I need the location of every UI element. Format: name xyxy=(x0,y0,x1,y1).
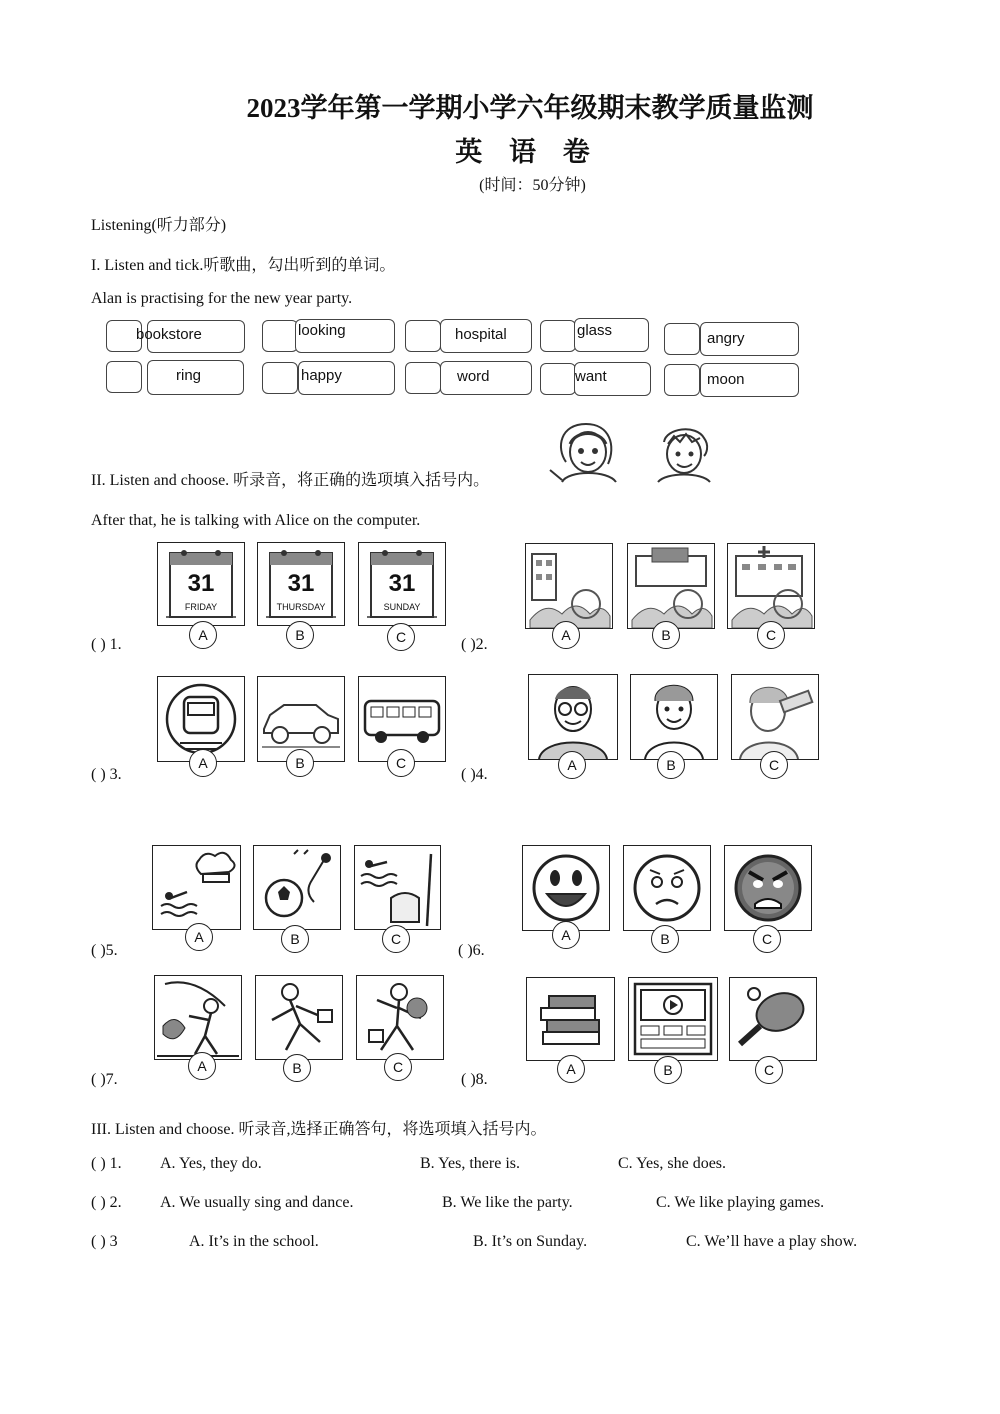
swim-hike-picture xyxy=(354,845,441,930)
computer-video-picture xyxy=(628,977,718,1061)
option-b: B. It’s on Sunday. xyxy=(473,1233,588,1250)
question-label: ( )7. xyxy=(91,1071,118,1088)
building-picture xyxy=(627,543,715,629)
ping-pong-picture xyxy=(729,977,817,1061)
section1-heading: I. Listen and tick.听歌曲，勾出听到的单词。 xyxy=(91,257,396,274)
option-circle: B xyxy=(281,925,309,953)
word-box xyxy=(298,361,395,395)
option-circle: A xyxy=(558,751,586,779)
building-picture xyxy=(525,543,613,629)
hurrying-picture xyxy=(356,975,444,1060)
word-box xyxy=(700,363,799,397)
answer-bracket: ( ) 1. xyxy=(91,1155,122,1172)
question-label: ( ) 1. xyxy=(91,636,122,653)
option-circle: C xyxy=(384,1053,412,1081)
option-circle: C xyxy=(387,749,415,777)
tick-box[interactable] xyxy=(540,363,576,395)
option-circle: A xyxy=(189,749,217,777)
person-boy-picture xyxy=(630,674,718,760)
tick-box[interactable] xyxy=(664,323,700,355)
option-circle: B xyxy=(651,925,679,953)
word-label: ring xyxy=(176,367,202,384)
listening-label: Listening(听力部分) xyxy=(91,217,227,234)
football-music-picture xyxy=(253,845,341,930)
option-circle: C xyxy=(387,623,415,651)
word-box xyxy=(147,360,244,395)
calendar-day: FRIDAY xyxy=(184,602,218,612)
page-subtitle: 英 语 卷 xyxy=(455,137,600,167)
option-circle: B xyxy=(652,621,680,649)
swim-cook-picture xyxy=(152,845,241,930)
section3-heading: III. Listen and choose. 听录音,选择正确答句，将选项填入括号内。 xyxy=(91,1121,547,1138)
happy-face-picture xyxy=(522,845,610,931)
tick-box[interactable] xyxy=(405,362,441,394)
word-label: happy xyxy=(301,367,342,384)
option-circle: A xyxy=(552,621,580,649)
option-c: C. We like playing games. xyxy=(656,1194,825,1211)
option-b: B. Yes, there is. xyxy=(420,1155,521,1172)
option-circle: B xyxy=(657,751,685,779)
tick-box[interactable] xyxy=(540,320,576,352)
option-circle: C xyxy=(757,621,785,649)
person-glasses-picture xyxy=(528,674,618,760)
word-label: angry xyxy=(707,330,745,347)
tick-box[interactable] xyxy=(262,362,298,394)
girl-illustration xyxy=(548,418,628,484)
fishing-picture xyxy=(154,975,242,1060)
question-label: ( ) 3. xyxy=(91,766,122,783)
word-label: hospital xyxy=(455,326,507,343)
word-box xyxy=(295,319,395,353)
option-circle: B xyxy=(286,621,314,649)
option-circle: C xyxy=(755,1056,783,1084)
building-picture xyxy=(727,543,815,629)
boy-illustration xyxy=(652,424,714,484)
word-box xyxy=(440,361,532,395)
word-box xyxy=(700,322,799,356)
option-a: A. Yes, they do. xyxy=(160,1155,262,1172)
word-label: word xyxy=(457,368,490,385)
word-box xyxy=(440,319,532,353)
question-label: ( )2. xyxy=(461,636,488,653)
calendar-date: 31 xyxy=(187,570,215,597)
calendar-day: THURSDAY xyxy=(276,602,326,612)
option-circle: A xyxy=(552,921,580,949)
calendar-date: 31 xyxy=(287,570,315,597)
question-label: ( )5. xyxy=(91,942,118,959)
question-label: ( )4. xyxy=(461,766,488,783)
option-circle: A xyxy=(188,1052,216,1080)
word-label: want xyxy=(575,368,607,385)
tick-box[interactable] xyxy=(664,364,700,396)
answer-bracket: ( ) 3 xyxy=(91,1233,118,1250)
calendar-date: 31 xyxy=(388,570,416,597)
option-circle: C xyxy=(760,751,788,779)
calendar-day: SUNDAY xyxy=(383,602,421,612)
option-circle: A xyxy=(189,621,217,649)
option-circle: B xyxy=(286,749,314,777)
word-label: bookstore xyxy=(136,326,202,343)
running-picture xyxy=(255,975,343,1060)
question-label: ( )6. xyxy=(458,942,485,959)
angry-face-picture xyxy=(724,845,812,931)
answer-bracket: ( ) 2. xyxy=(91,1194,122,1211)
option-circle: C xyxy=(382,925,410,953)
option-a: A. It’s in the school. xyxy=(189,1233,319,1250)
section1-intro: Alan is practising for the new year party. xyxy=(91,290,353,307)
option-c: C. Yes, she does. xyxy=(618,1155,727,1172)
option-circle: A xyxy=(557,1055,585,1083)
sad-face-picture xyxy=(623,845,711,931)
word-box xyxy=(136,320,245,353)
option-circle: C xyxy=(753,925,781,953)
question-label: ( )8. xyxy=(461,1071,488,1088)
tick-box[interactable] xyxy=(405,320,441,352)
word-box xyxy=(574,362,651,396)
word-box xyxy=(574,318,649,352)
section2-heading: II. Listen and choose. 听录音，将正确的选项填入括号内。 xyxy=(91,472,490,489)
word-label: looking xyxy=(298,322,346,339)
option-a: A. We usually sing and dance. xyxy=(160,1194,354,1211)
word-label: moon xyxy=(707,371,745,388)
tick-box[interactable] xyxy=(262,320,298,352)
word-label: glass xyxy=(577,322,613,339)
option-c: C. We’ll have a play show. xyxy=(686,1233,858,1250)
tick-box[interactable] xyxy=(106,361,142,393)
person-telescope-picture xyxy=(731,674,819,760)
option-b: B. We like the party. xyxy=(442,1194,573,1211)
option-circle: B xyxy=(654,1056,682,1084)
page-title: 2023学年第一学期小学六年级期末教学质量监测 xyxy=(246,93,814,123)
exam-time: (时间：50分钟) xyxy=(479,177,586,194)
option-circle: B xyxy=(283,1054,311,1082)
books-picture xyxy=(526,977,615,1061)
section2-intro: After that, he is talking with Alice on the computer. xyxy=(91,512,421,529)
option-circle: A xyxy=(185,923,213,951)
